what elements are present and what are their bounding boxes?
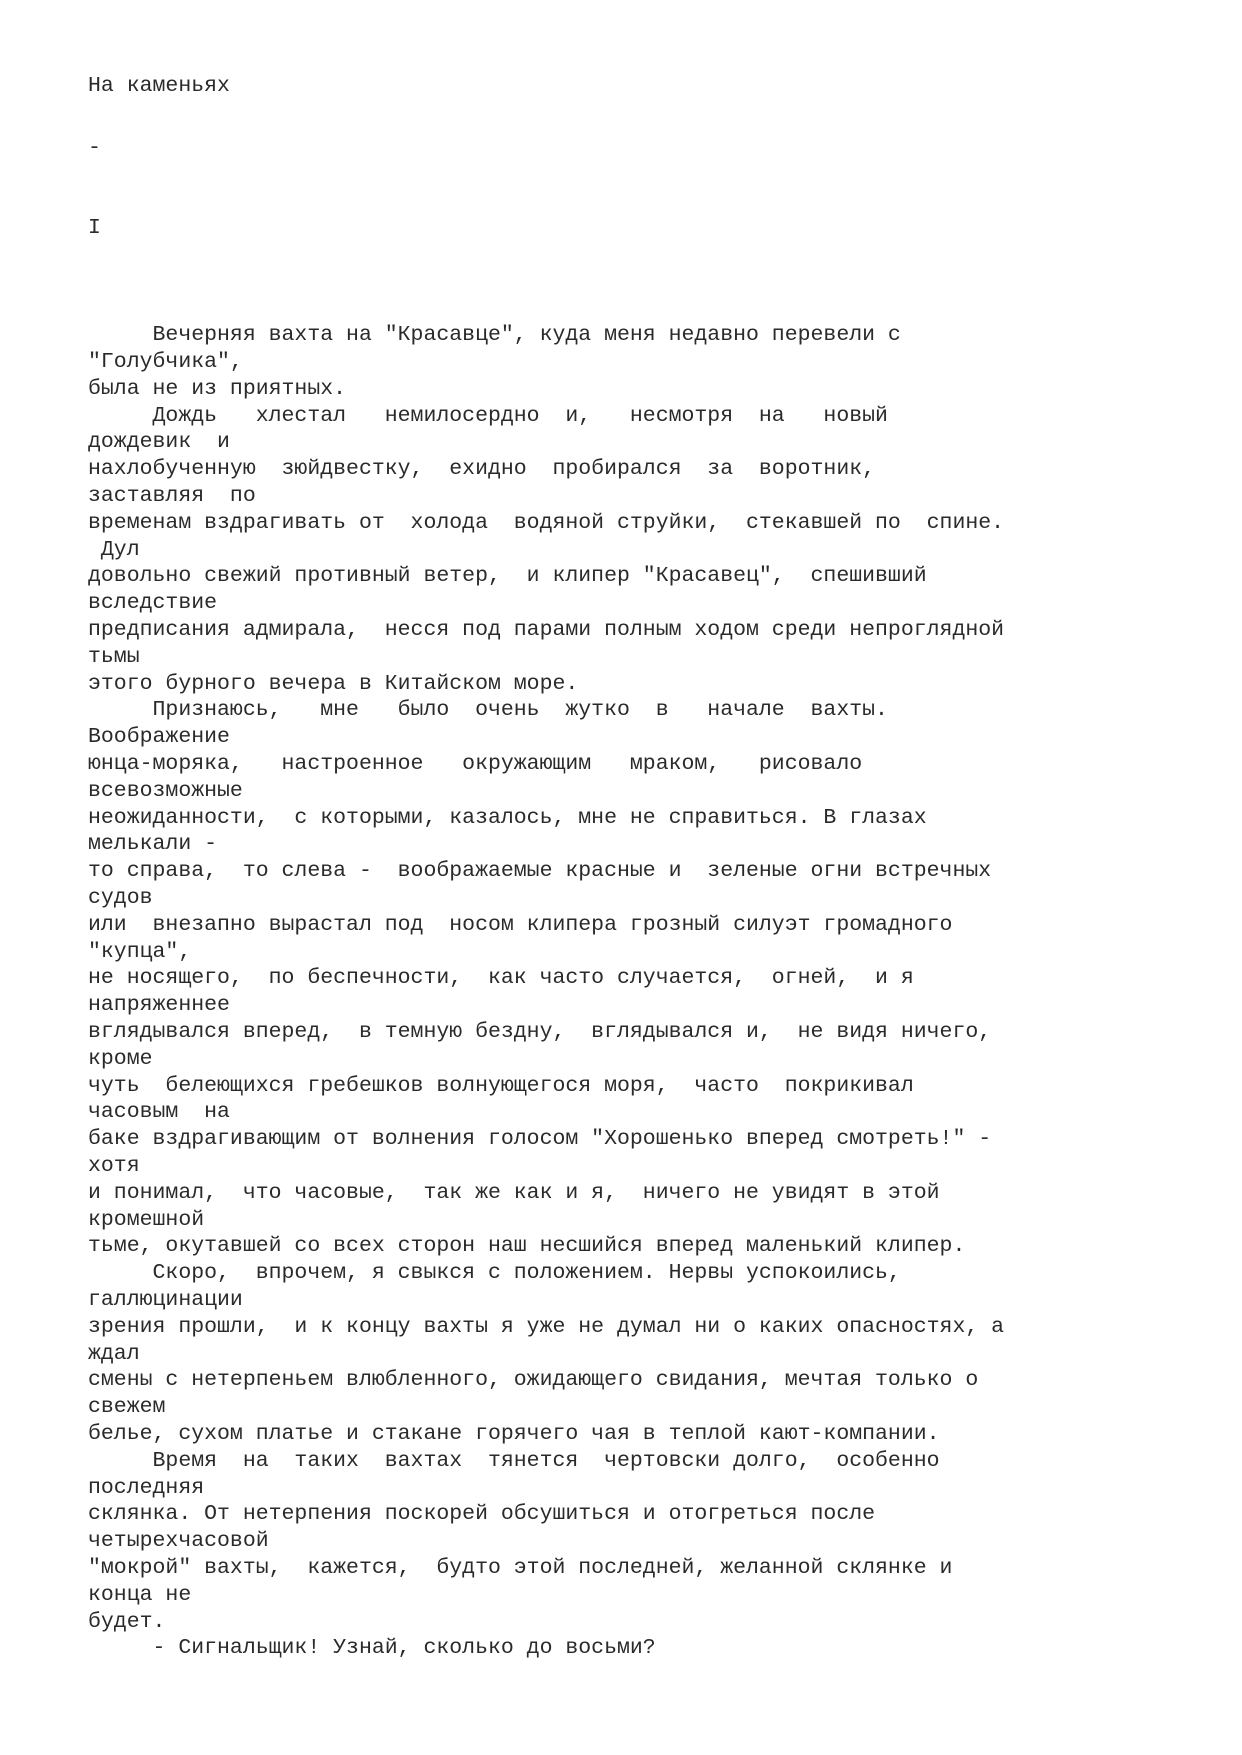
text-line: галлюцинации	[88, 1288, 243, 1312]
text-line: нахлобученную зюйдвестку, ехидно пробирался за воротник,	[88, 457, 876, 481]
text-line: Дождь хлестал немилосердно и, несмотря на новый	[88, 404, 888, 428]
separator: -	[88, 136, 101, 160]
text-line: напряженнее	[88, 993, 230, 1017]
text-line: последняя	[88, 1476, 205, 1500]
text-line: склянка. От нетерпения поскорей обсушиться и отогреться после	[88, 1502, 876, 1526]
document-title: На каменьях	[88, 74, 230, 98]
text-line: кроме	[88, 1047, 153, 1071]
text-line: вглядывался вперед, в темную бездну, вглядывался и, не видя ничего,	[88, 1020, 992, 1044]
text-line: Признаюсь, мне было очень жутко в начале вахты.	[88, 698, 888, 722]
text-line: часовым на	[88, 1100, 230, 1124]
text-line: Скоро, впрочем, я свыкся с положением. Нервы успокоились,	[88, 1261, 901, 1285]
text-line: кромешной	[88, 1208, 205, 1232]
text-line: всевозможные	[88, 779, 243, 803]
text-line: ждал	[88, 1342, 140, 1366]
text-line: хотя	[88, 1154, 140, 1178]
text-line: - Сигнальщик! Узнай, сколько до восьми?	[88, 1636, 656, 1660]
text-line: "Голубчика",	[88, 350, 243, 374]
text-line: Воображение	[88, 725, 230, 749]
text-line: была не из приятных.	[88, 377, 347, 401]
text-line: смены с нетерпеньем влюбленного, ожидающего свидания, мечтая только о	[88, 1368, 979, 1392]
text-line: четырехчасовой	[88, 1529, 269, 1553]
text-line: этого бурного вечера в Китайском море.	[88, 672, 579, 696]
text-line: зрения прошли, и к концу вахты я уже не думал ни о каких опасностях, а	[88, 1315, 1005, 1339]
text-line: "купца",	[88, 940, 192, 964]
text-line: свежем	[88, 1395, 166, 1419]
chapter-number: I	[88, 216, 101, 240]
text-line: юнца-моряка, настроенное окружающим мраком, рисовало	[88, 752, 863, 776]
text-line: Дул	[88, 538, 140, 562]
text-line: неожиданности, с которыми, казалось, мне не справиться. В глазах	[88, 806, 927, 830]
text-line: или внезапно вырастал под носом клипера грозный силуэт громадного	[88, 913, 953, 937]
text-line: белье, сухом платье и стакане горячего чая в теплой кают-компании.	[88, 1422, 940, 1446]
text-line: и понимал, что часовые, так же как и я, ничего не увидят в этой	[88, 1181, 940, 1205]
text-line: заставляя по	[88, 484, 256, 508]
text-line: судов	[88, 886, 153, 910]
text-line: не носящего, по беспечности, как часто случается, огней, и я	[88, 966, 914, 990]
text-line: дождевик и	[88, 430, 230, 454]
text-line: временам вздрагивать от холода водяной струйки, стекавшей по спине.	[88, 511, 1005, 535]
text-line: вследствие	[88, 591, 218, 615]
text-line: баке вздрагивающим от волнения голосом "Хорошенько вперед смотреть!" -	[88, 1127, 992, 1151]
text-line: будет.	[88, 1610, 166, 1634]
text-line: предписания адмирала, несся под парами полным ходом среди непроглядной	[88, 618, 1005, 642]
text-line: Время на таких вахтах тянется чертовски долго, особенно	[88, 1449, 940, 1473]
text-line: чуть белеющихся гребешков волнующегося моря, часто покрикивал	[88, 1074, 914, 1098]
text-line: мелькали -	[88, 832, 218, 856]
text-line: конца не	[88, 1583, 192, 1607]
text-line: тьмы	[88, 645, 140, 669]
text-line: то справа, то слева - воображаемые красные и зеленые огни встречных	[88, 859, 992, 883]
text-line: "мокрой" вахты, кажется, будто этой последней, желанной склянке и	[88, 1556, 953, 1580]
text-line: довольно свежий противный ветер, и клипер "Красавец", спешивший	[88, 564, 927, 588]
text-line: Вечерняя вахта на "Красавце", куда меня недавно перевели с	[88, 323, 901, 347]
text-line: тьме, окутавшей со всех сторон наш несшийся вперед маленький клипер.	[88, 1234, 966, 1258]
